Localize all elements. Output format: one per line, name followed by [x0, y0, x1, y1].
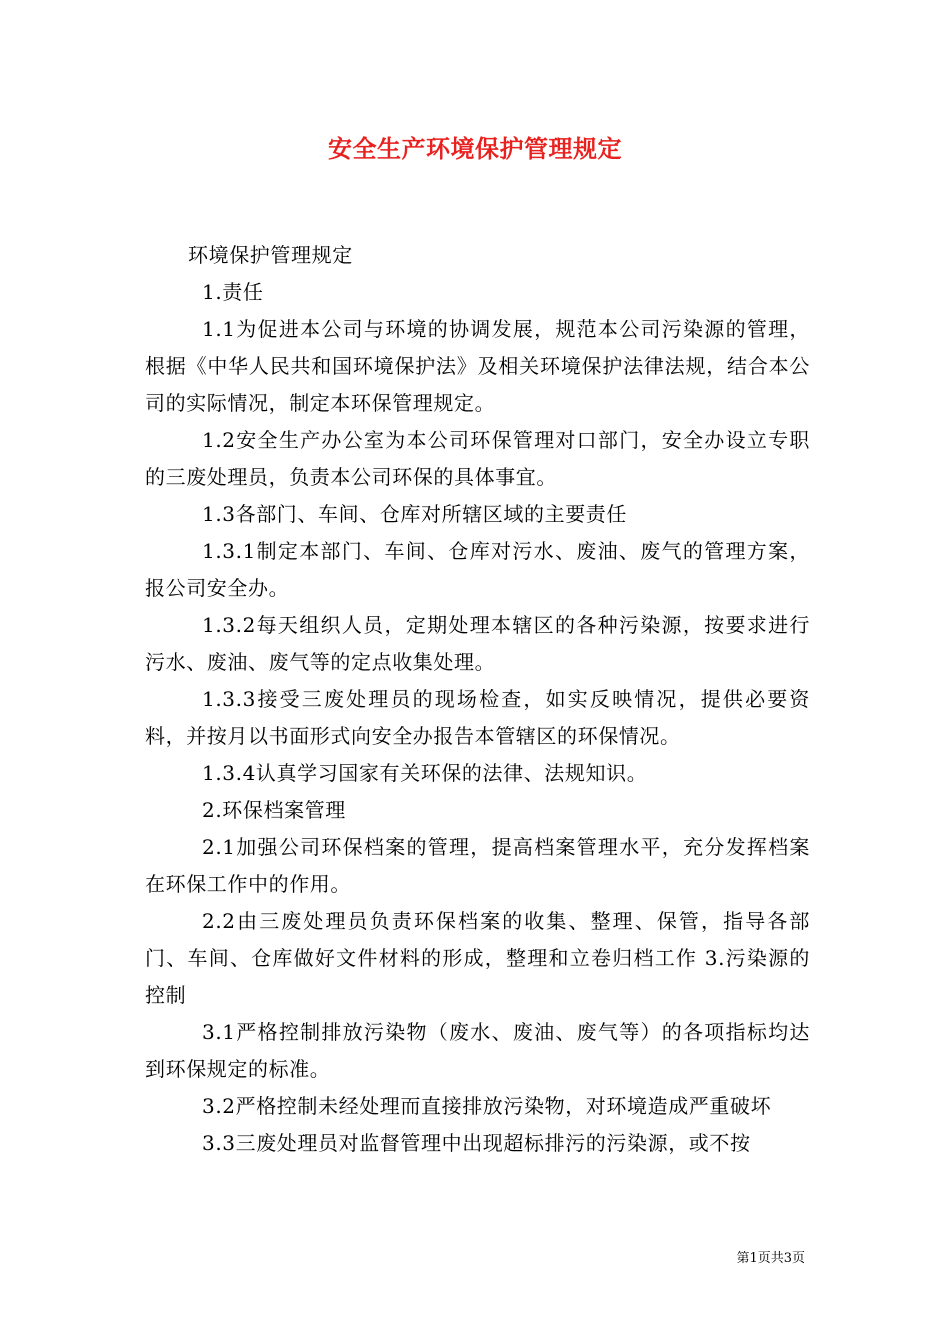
paragraph: 1.责任 [202, 280, 264, 304]
paragraph: 2.1加强公司环保档案的管理，提高档案管理水平，充分发挥档案在环保工作中的作用。 [145, 835, 810, 896]
paragraph: 1.1为促进本公司与环境的协调发展，规范本公司污染源的管理，根据《中华人民共和国环境保护法》及相关环境保护法律法规，结合本公司的实际情况，制定本环保管理规定。 [145, 317, 810, 415]
paragraph: 2.2由三废处理员负责环保档案的收集、整理、保管，指导各部门、车间、仓库做好文件材料的形成，整理和立卷归档工作 3.污染源的控制 [145, 909, 810, 1007]
paragraph: 3.1严格控制排放污染物（废水、废油、废气等）的各项指标均达到环保规定的标准。 [145, 1020, 810, 1081]
paragraph: 1.3.4认真学习国家有关环保的法律、法规知识。 [202, 761, 648, 785]
paragraph: 1.3.1制定本部门、车间、仓库对污水、废油、废气的管理方案，报公司安全办。 [145, 539, 810, 600]
document-title: 安全生产环境保护管理规定 [328, 134, 622, 163]
paragraph: 1.3.2每天组织人员，定期处理本辖区的各种污染源，按要求进行污水、废油、废气等的定点收集处理。 [145, 613, 810, 674]
paragraph: 3.3三废处理员对监督管理中出现超标排污的污染源，或不按 [202, 1131, 751, 1155]
section-heading: 环境保护管理规定 [188, 243, 353, 267]
paragraph: 1.3.3接受三废处理员的现场检查，如实反映情况，提供必要资料，并按月以书面形式向安全办报告本管辖区的环保情况。 [145, 687, 810, 748]
paragraph: 1.3各部门、车间、仓库对所辖区域的主要责任 [202, 502, 628, 526]
page-number: 第1页共3页 [736, 1251, 805, 1266]
paragraph: 2.环保档案管理 [202, 798, 346, 822]
paragraph: 1.2安全生产办公室为本公司环保管理对口部门，安全办设立专职的三废处理员，负责本公司环保的具体事宜。 [145, 428, 810, 489]
paragraph: 3.2严格控制未经处理而直接排放污染物，对环境造成严重破坏 [202, 1094, 772, 1118]
document-body [145, 237, 810, 1162]
